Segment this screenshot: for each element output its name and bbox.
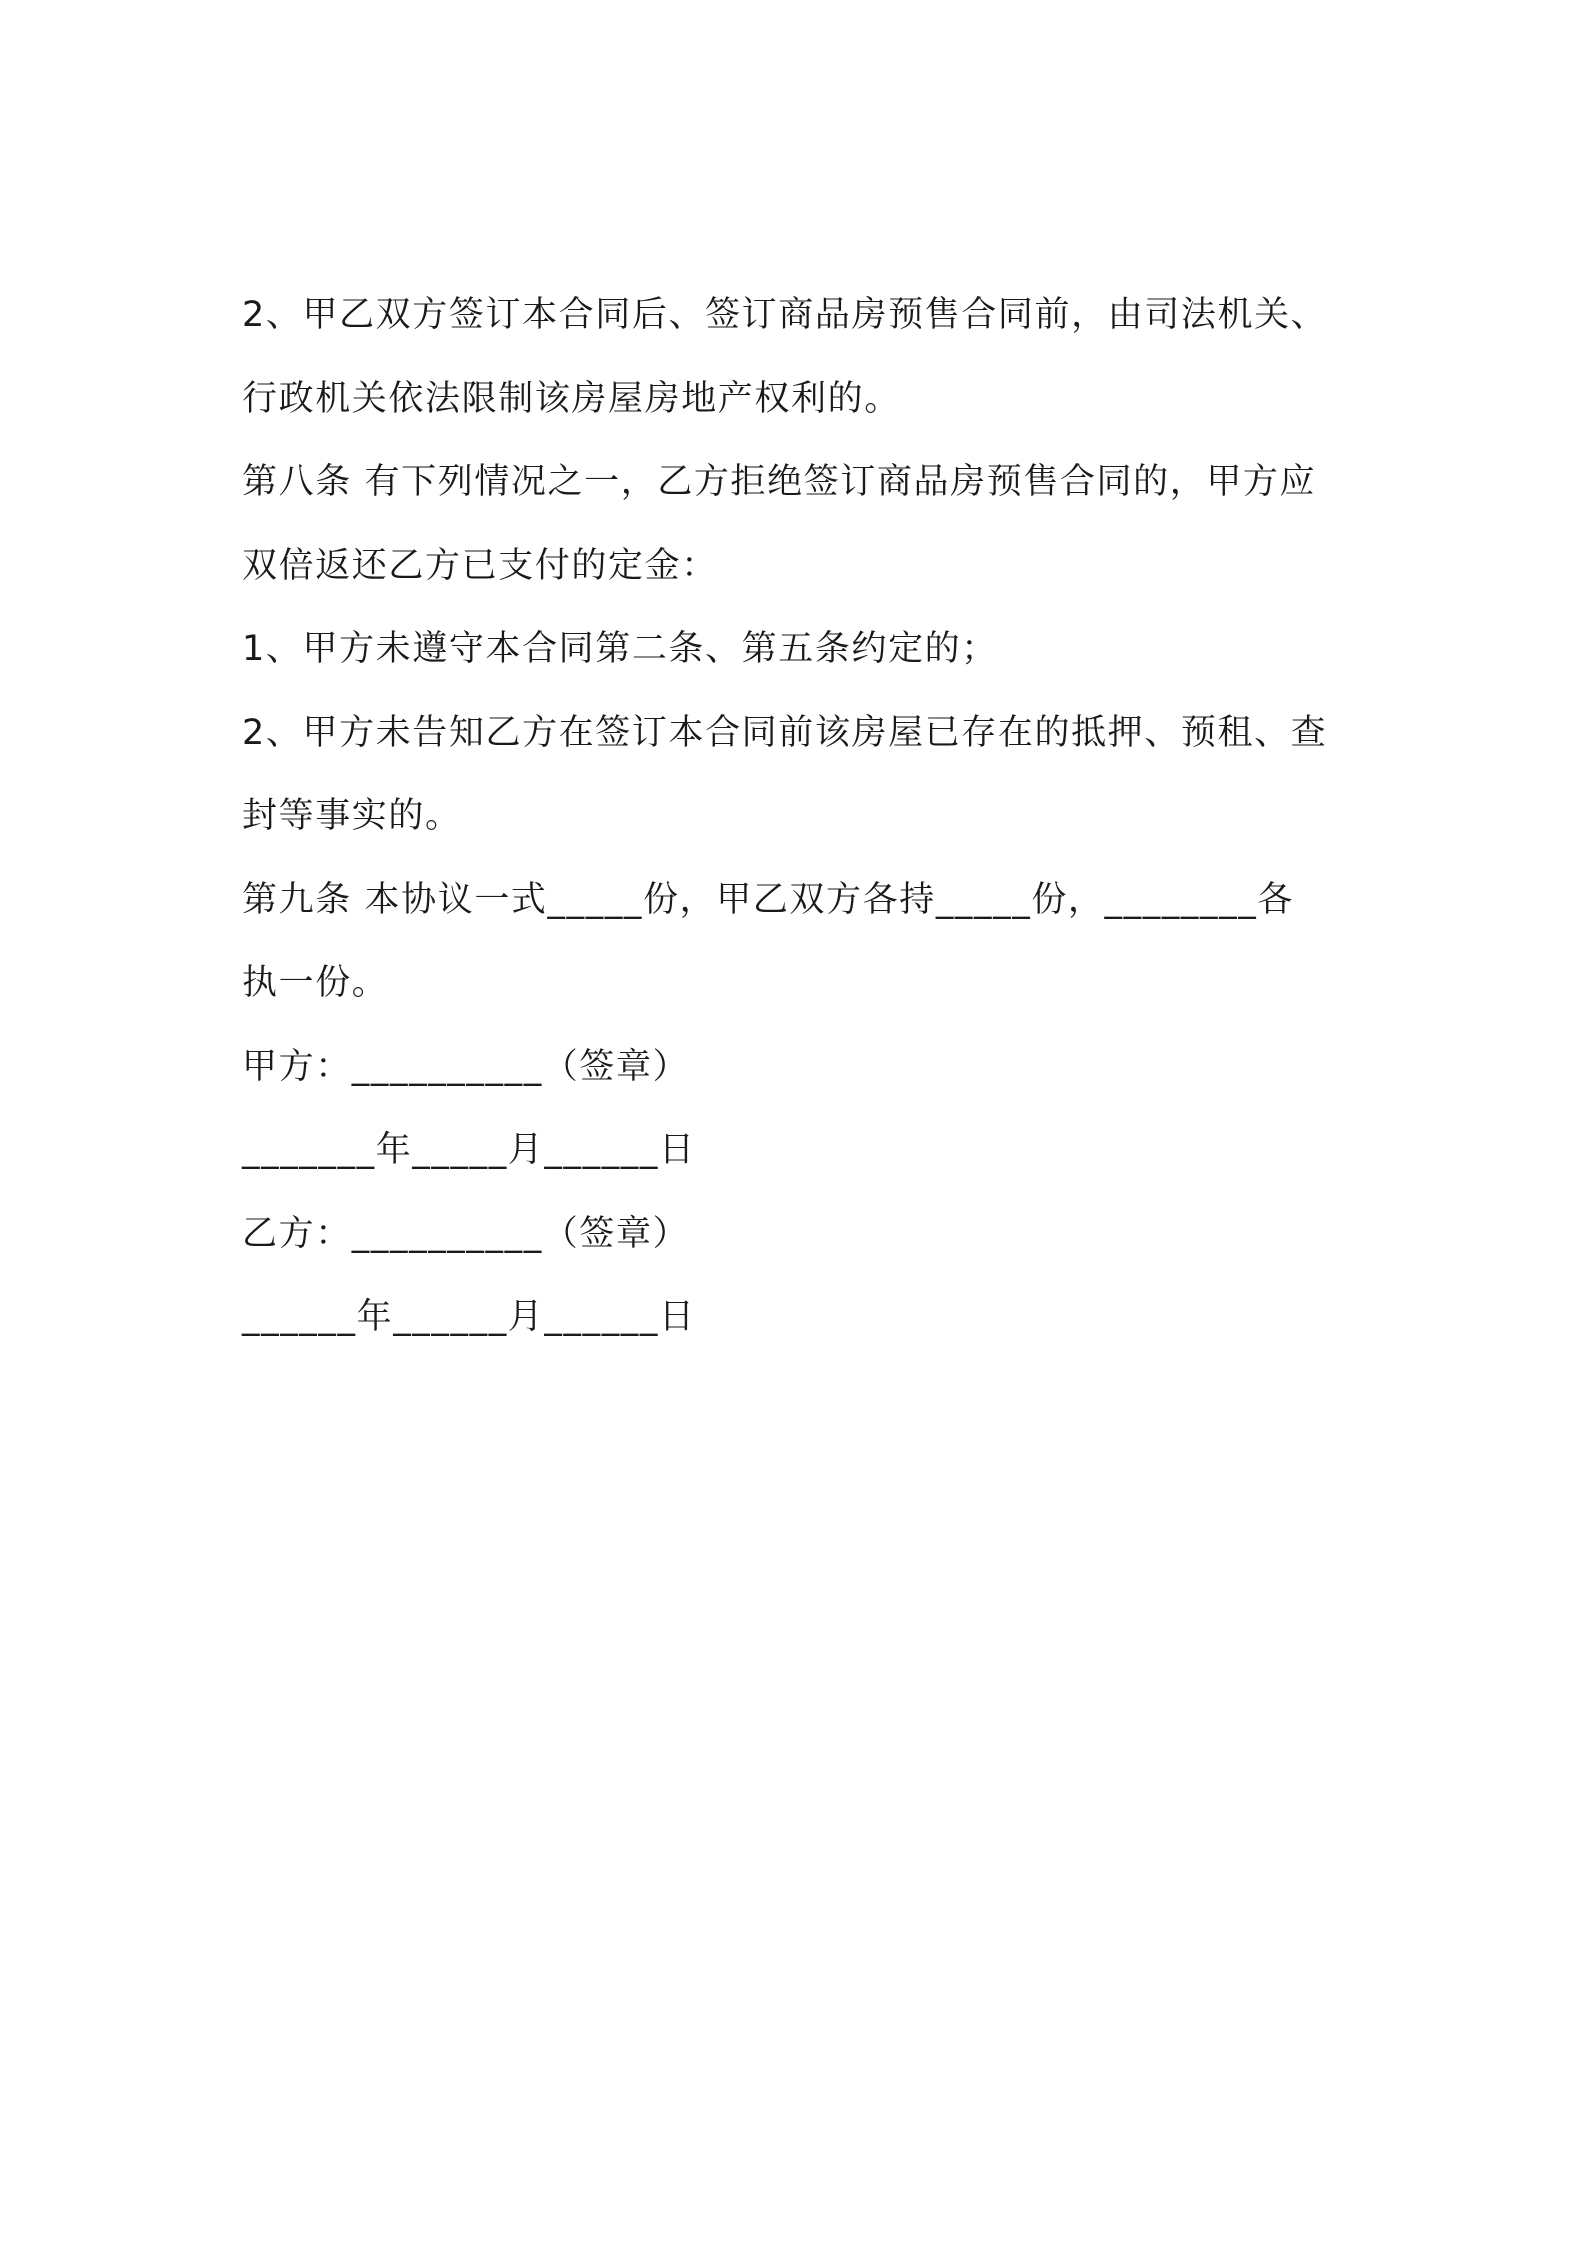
party-a-date: _______年_____月______日: [242, 1130, 696, 1170]
clause-8-item-1: 1、甲方未遵守本合同第二条、第五条约定的；: [242, 629, 998, 669]
clause-8-item-2-line-1: 2、甲方未告知乙方在签订本合同前该房屋已存在的抵押、预租、查: [242, 712, 1328, 753]
clause-9-line-2: 执一份。: [242, 963, 389, 1003]
party-b-date: ______年______月______日: [242, 1297, 696, 1337]
document-body: [242, 280, 1362, 1366]
party-a-signature: 甲方：__________（签章）: [242, 1046, 690, 1087]
clause-9-line-1: 第九条 本协议一式_____份，甲乙双方各持_____份，________各: [242, 879, 1294, 920]
party-b-signature: 乙方：__________（签章）: [242, 1213, 690, 1254]
clause-8-line-2: 双倍返还乙方已支付的定金：: [242, 545, 718, 586]
clause-7-item-2-line-1: 2、甲乙双方签订本合同后、签订商品房预售合同前，由司法机关、: [242, 295, 1328, 335]
clause-7-item-2-line-2: 行政机关依法限制该房屋房地产权利的。: [242, 378, 901, 419]
clause-8-line-1: 第八条 有下列情况之一，乙方拒绝签订商品房预售合同的，甲方应: [242, 462, 1317, 502]
clause-8-item-2-line-2: 封等事实的。: [242, 796, 462, 836]
